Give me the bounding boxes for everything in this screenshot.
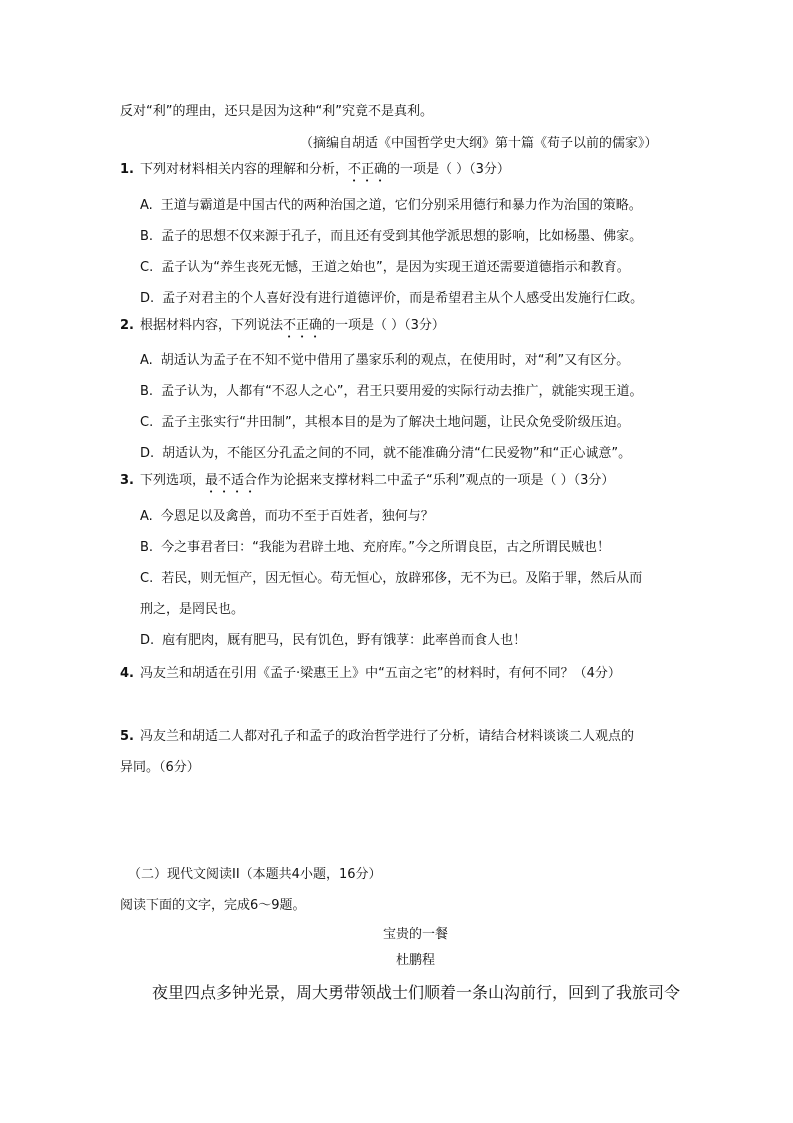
section-heading: （二）现代文阅读II（本题共4小题，16分）	[128, 867, 382, 882]
question-3-stem: 3. 下列选项，最不适合作为论据来支撑材料二中孟子“乐利”观点的一项是（ ）（3分）	[120, 473, 615, 488]
question-3-option-c: C. 若民，则无恒产，因无恒心。苟无恒心，放辟邪侈，无不为已。及陷于罪，然后从而	[140, 571, 643, 586]
article-first-line: 夜里四点多钟光景，周大勇带领战士们顺着一条山沟前行，回到了我旅司令	[152, 983, 681, 1002]
question-number: 4.	[120, 666, 134, 681]
question-number: 2.	[120, 318, 134, 333]
emphasis-text: 不正确	[283, 318, 323, 333]
question-1-option-a: A. 王道与霸道是中国古代的两种治国之道，它们分别采用德行和暴力作为治国的策略。	[140, 198, 642, 213]
question-number: 5.	[120, 729, 134, 744]
emphasis-text: 不正确	[348, 162, 388, 177]
article-author: 杜鹏程	[396, 953, 436, 968]
question-2-stem: 2. 根据材料内容，下列说法不正确的一项是（ ）（3分）	[120, 318, 445, 333]
question-number: 1.	[120, 162, 134, 177]
instruction: 阅读下面的文字，完成6～9题。	[120, 898, 306, 913]
question-1-option-c: C. 孟子认为“养生丧死无憾，王道之始也”，是因为实现王道还需要道德指示和教育。	[140, 260, 630, 275]
question-4: 4. 冯友兰和胡适在引用《孟子·梁惠王上》中“五亩之宅”的材料时，有何不同？（4分）	[120, 666, 621, 681]
question-2-option-c: C. 孟子主张实行“井田制”，其根本目的是为了解决土地问题，让民众免受阶级压迫。	[140, 415, 630, 430]
question-2-option-a: A. 胡适认为孟子在不知不觉中借用了墨家乐利的观点，在使用时，对“利”又有区分。	[140, 353, 630, 368]
question-3-option-d: D. 庖有肥肉，厩有肥马，民有饥色，野有饿莩：此率兽而食人也！	[140, 633, 527, 648]
question-2-option-d: D. 胡适认为，不能区分孔孟之间的不同，就不能准确分清“仁民爱物”和“正心诚意”。	[140, 446, 632, 461]
question-1-stem: 1. 下列对材料相关内容的理解和分析，不正确的一项是（ ）（3分）	[120, 162, 510, 177]
question-3-option-a: A. 今恩足以及禽兽，而功不至于百姓者，独何与？	[140, 509, 434, 524]
question-3-option-b: B. 今之事君者曰：“我能为君辟土地、充府库。”今之所谓良臣，古之所谓民贼也！	[140, 540, 611, 555]
question-5-line-1: 5. 冯友兰和胡适二人都对孔子和孟子的政治哲学进行了分析，请结合材料谈谈二人观点的	[120, 729, 634, 744]
question-2-option-b: B. 孟子认为，人都有“不忍人之心”，君王只要用爱的实际行动去推广，就能实现王道。	[140, 384, 643, 399]
question-3-option-c-continued: 刑之，是罔民也。	[140, 602, 245, 617]
article-title: 宝贵的一餐	[383, 927, 449, 942]
question-1-option-d: D. 孟子对君主的个人喜好没有进行道德评价，而是希望君主从个人感受出发施行仁政。	[140, 291, 644, 306]
emphasis-text: 最不适合	[205, 473, 258, 488]
question-5-line-2: 异同。（6分）	[120, 760, 200, 775]
citation: （摘编自胡适《中国哲学史大纲》第十篇《荀子以前的儒家》）	[300, 136, 658, 151]
question-1-option-b: B. 孟子的思想不仅来源于孔子，而且还有受到其他学派思想的影响，比如杨墨、佛家。	[140, 229, 643, 244]
intro-line: 反对“利”的理由，还只是因为这种“利”究竟不是真利。	[120, 104, 433, 119]
question-number: 3.	[120, 473, 134, 488]
